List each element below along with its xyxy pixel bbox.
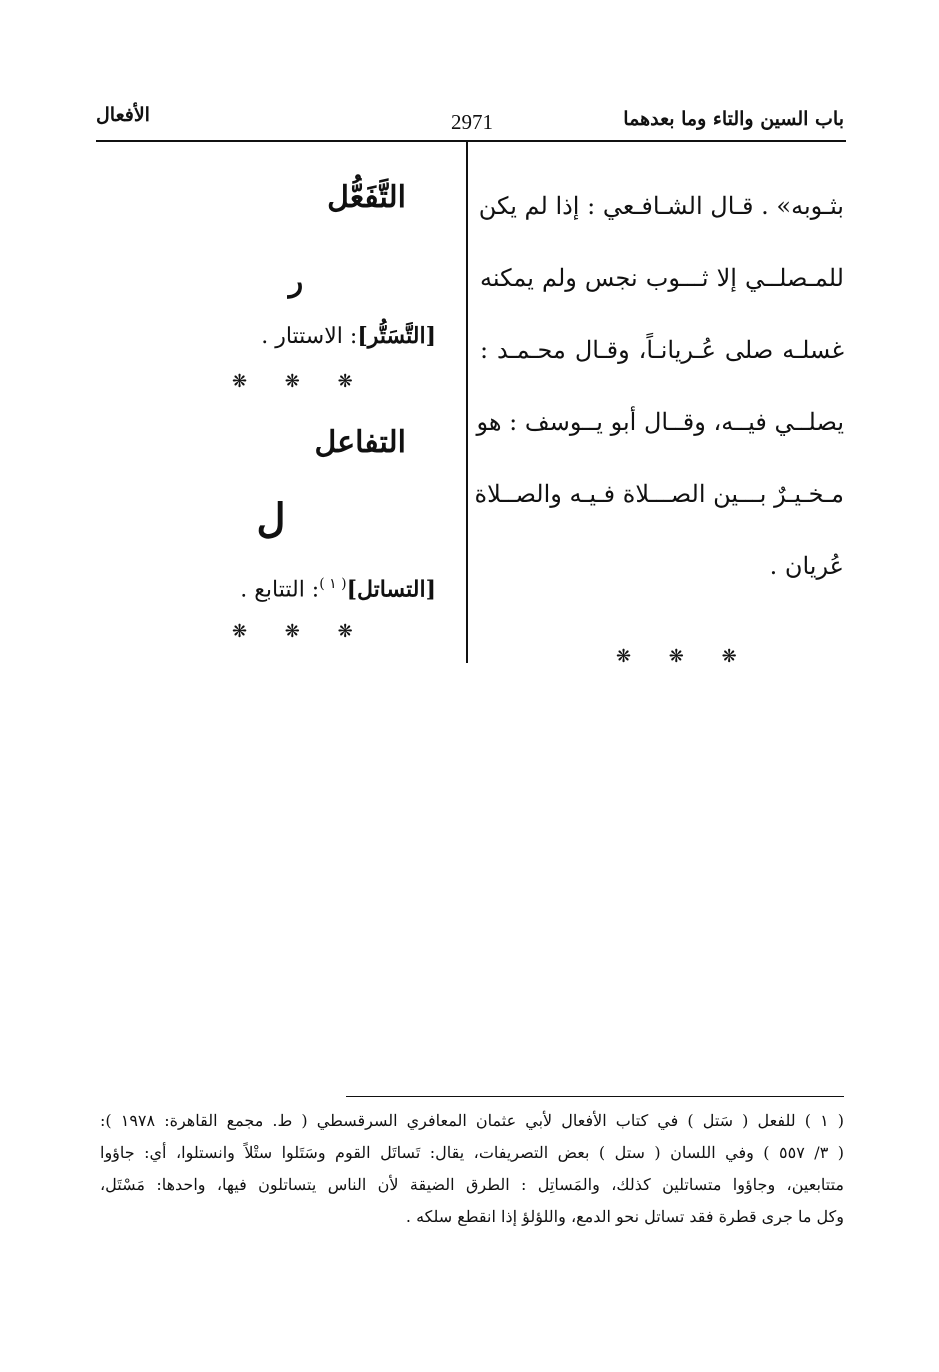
footnote-line: ( ٣/ ٥٥٧ ) وفي اللسان ( ستل ) بعض التصريفات، يقال: تَساتَل القوم وسَتَلوا ستْلاً وانستلوا، أي: جاؤوا bbox=[100, 1143, 844, 1162]
section-separator: ❋ ❋ ❋ bbox=[232, 621, 369, 642]
page-number: 2971 bbox=[451, 110, 493, 134]
footnote-line: ( ١ ) للفعل ( سَتل ) في كتاب الأفعال لأبي عثمان المعافري السرقسطي ( ط. مجمع القاهرة: ١٩٧٨ ): bbox=[100, 1111, 844, 1130]
section-label: الأفعال bbox=[96, 104, 150, 126]
text-line: بثـوبه» . قـال الشـافـعي : إذا لم يكن bbox=[478, 192, 844, 220]
entry-headword: [التَّسَتُّر] bbox=[357, 323, 436, 349]
root-letter: ر bbox=[288, 264, 304, 299]
text-line: عُريان . bbox=[769, 552, 844, 580]
footnote-line: متتابعين، وجاؤوا متساتلين كذلك، والمَساتِل : الطرق الضيقة لأن الناس يتساتلون فيها، واحدها: مَسْتَل، bbox=[100, 1175, 844, 1194]
entry-definition: : الاستتار . bbox=[261, 324, 358, 349]
right-column bbox=[474, 175, 844, 607]
text-line: مـخـيـرٌ بـــين الصـــلاة فـيـه والصــلاة bbox=[474, 480, 844, 508]
chapter-title: باب السين والتاء وما بعدهما bbox=[623, 108, 844, 130]
footnote-rule bbox=[346, 1096, 844, 1097]
text-line: غسلـه صلى عُـريانـاً، وقـال محـمـد : bbox=[480, 336, 844, 364]
left-column bbox=[96, 180, 436, 650]
header-rule bbox=[96, 140, 846, 142]
footnote-reference[interactable]: ( ١ ) bbox=[319, 576, 347, 592]
text-line: يصلــي فيــه، وقــال أبو يــوسف : هو bbox=[476, 408, 844, 436]
section-title: التفاعل bbox=[314, 425, 406, 460]
dictionary-entry bbox=[96, 548, 436, 603]
text-line: للمـصلــي إلا ثـــوب نجس ولم يمكنه bbox=[480, 264, 844, 292]
dictionary-entry bbox=[96, 304, 436, 358]
page-header bbox=[96, 100, 844, 138]
section-separator: ❋ ❋ ❋ bbox=[616, 646, 753, 667]
column-divider bbox=[466, 141, 468, 663]
entry-definition: : التتابع . bbox=[240, 577, 320, 603]
root-letter: ل bbox=[256, 495, 286, 542]
entry-headword: [التساتل] bbox=[346, 576, 436, 603]
footnotes bbox=[100, 1105, 844, 1233]
section-title: التَّفَعُّل bbox=[327, 180, 406, 215]
footnote-line: وكل ما جرى قطرة فقد تساتل نحو الدمع، واللؤلؤ إذا انقطع سلكه . bbox=[405, 1207, 844, 1226]
section-separator: ❋ ❋ ❋ bbox=[232, 371, 369, 392]
